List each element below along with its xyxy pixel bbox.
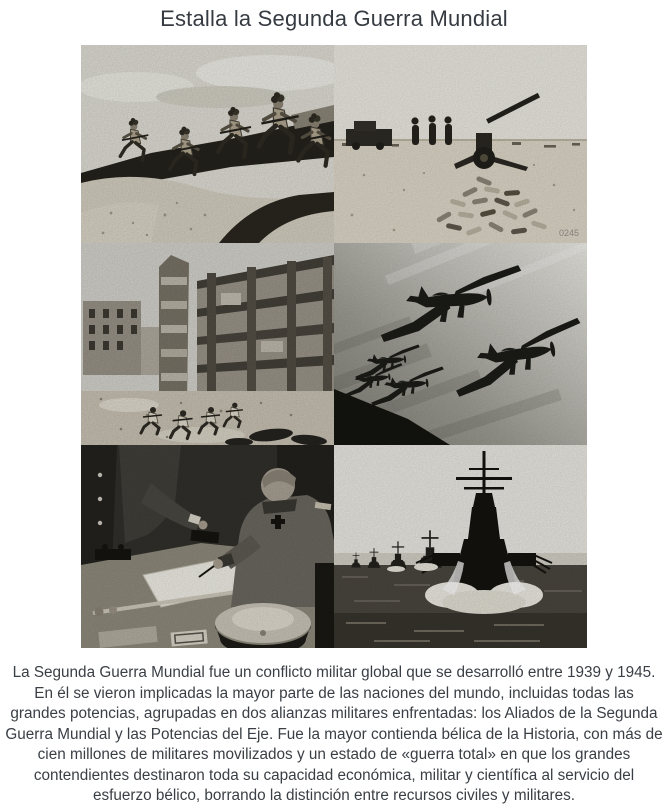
photo-surrender-signing [81, 445, 334, 648]
assault-trench-illustration [81, 45, 334, 243]
photo-watermark: 0245 [558, 228, 579, 238]
surrender-signing-illustration [81, 445, 334, 648]
dive-bombers-illustration [334, 243, 587, 445]
photo-desert-artillery [334, 45, 587, 243]
photo-dive-bombers [334, 243, 587, 445]
intro-paragraph: La Segunda Guerra Mundial fue un conflicto militar global que se desarrolló entre 1939 y 1945. En él se vieron implicadas la mayor parte de las naciones del mundo, incluidas todas las grandes potencias, agrupadas en dos alianzas militares enfrentadas: los Aliados de la Segunda Guerra Mundial y las Potencias del Eje. Fue la mayor contienda bélica de la Historia, con más de cien millones de militares movilizados y un estado de «guerra total» en que los grandes contendientes destinaron toda su capacidad económica, militar y científica al servicio del esfuerzo bélico, borrando la distinción entre recursos civiles y militares. [5, 664, 663, 804]
photo-ruins-combat [81, 243, 334, 445]
ruins-combat-illustration [81, 243, 334, 445]
photo-assault-trench [81, 45, 334, 243]
photo-battleship-line [334, 445, 587, 648]
desert-artillery-illustration [334, 45, 587, 243]
photo-collage [81, 45, 587, 648]
page-title: Estalla la Segunda Guerra Mundial [160, 6, 508, 31]
battleship-line-illustration [334, 445, 587, 648]
